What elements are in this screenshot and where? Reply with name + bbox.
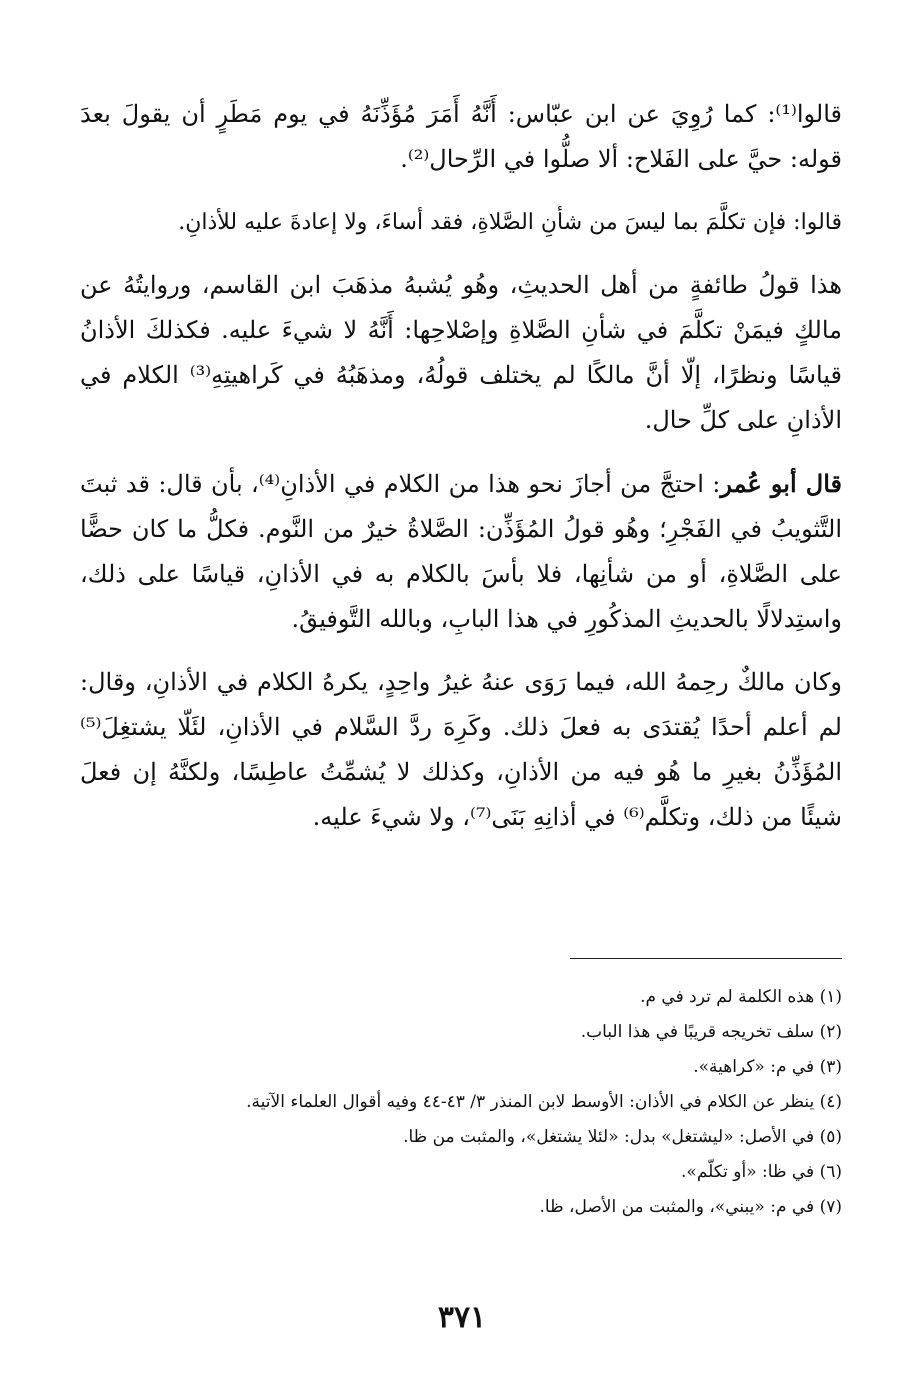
paragraph-text: قالوا: فإن تكلَّمَ بما ليسَ من شأنِ الصَّلاةِ، فقد أساءَ، ولا إعادةَ عليه للأذانِ. (178, 210, 842, 235)
paragraph (80, 92, 842, 182)
paragraph (80, 263, 842, 443)
footnote: (٣) في م: «كراهية». (693, 1057, 842, 1077)
footnotes (80, 980, 842, 1225)
footnote: (٤) ينظر عن الكلام في الأذان: الأوسط لابن المنذر ٣/ ٤٣-٤٤ وفيه أقوال العلماء الآتية. (246, 1092, 842, 1112)
main-text (80, 92, 842, 858)
footnote: (٧) في م: «يبني»، والمثبت من الأصل، ظا. (539, 1197, 842, 1217)
footnote: (٢) سلف تخريجه قريبًا في هذا الباب. (580, 1022, 842, 1042)
page-number: ٣٧١ (437, 1300, 487, 1335)
paragraph-text: هذا قولُ طائفةٍ من أهل الحديثِ، وهُو يُشبهُ مذهَبَ ابن القاسم، وروايتُهُ عن مالكٍ فيمَنْ تكلَّمَ في شأنِ الصَّلاةِ وإصْلاحِها: أَنَّهُ لا شيءَ عليه. فكذلكَ الأذانُ قياسًا ونظرًا، إلّا أنَّ مالكًا لم يختلف قولُهُ، ومذهَبُهُ في كَراهيتِهِ⁽³⁾ الكلام في الأذانِ على كلِّ حال. (80, 271, 842, 434)
paragraph-lead: قال أبو عُمر (720, 469, 842, 498)
paragraph-text: : احتجَّ من أجازَ نحو هذا من الكلام في الأذانِ⁽⁴⁾، بأن قال: قد ثبتَ التَّثويبُ في الفَجْرِ؛ وهُو قولُ المُؤَذِّن: الصَّلاةُ خيرٌ من النَّوم. فكلُّ ما كان حضًّا على الصَّلاةِ، أو من شأنِها، فلا بأسَ بالكلام به في الأذانِ، قياسًا على ذلك، واستِدلالًا بالحديثِ المذكُورِ في هذا البابِ، وبالله التَّوفيقُ. (80, 470, 842, 633)
paragraph (80, 200, 842, 245)
footnote: (٥) في الأصل: «ليشتغل» بدل: «لئلا يشتغل»، والمثبت من ظا. (403, 1127, 842, 1147)
paragraph (80, 461, 842, 642)
paragraph-text: قالوا⁽¹⁾: كما رُوِيَ عن ابن عبّاس: أَنَّهُ أَمَرَ مُؤَذِّنَهُ في يوم مَطَرٍ أن يقولَ بعدَ قوله: حيَّ على الفَلاح: ألا صلُّوا في الرِّحال⁽²⁾. (80, 100, 842, 173)
paragraph (80, 660, 842, 840)
footnote-divider (570, 958, 842, 959)
paragraph-text: وكان مالكٌ رحِمهُ الله، فيما رَوَى عنهُ غيرُ واحِدٍ، يكرهُ الكلام في الأذانِ، وقال: لم أعلم أحدًا يُقتدَى به فعلَ ذلك. وكَرِهَ ردَّ السَّلام في الأذانِ، لئَلّا يشتغِلَ⁽⁵⁾ المُؤَذِّنُ بغيرِ ما هُو فيه من الأذانِ، وكذلك لا يُشمِّتُ عاطِسًا، ولكنَّهُ إن فعلَ شيئًا من ذلك، وتكلَّم⁽⁶⁾ في أذانِهِ بَنَى⁽⁷⁾، ولا شيءَ عليه. (80, 668, 842, 831)
footnote: (٦) في ظا: «أو تكلّم». (681, 1162, 842, 1182)
footnote: (١) هذه الكلمة لم ترد في م. (640, 987, 842, 1007)
